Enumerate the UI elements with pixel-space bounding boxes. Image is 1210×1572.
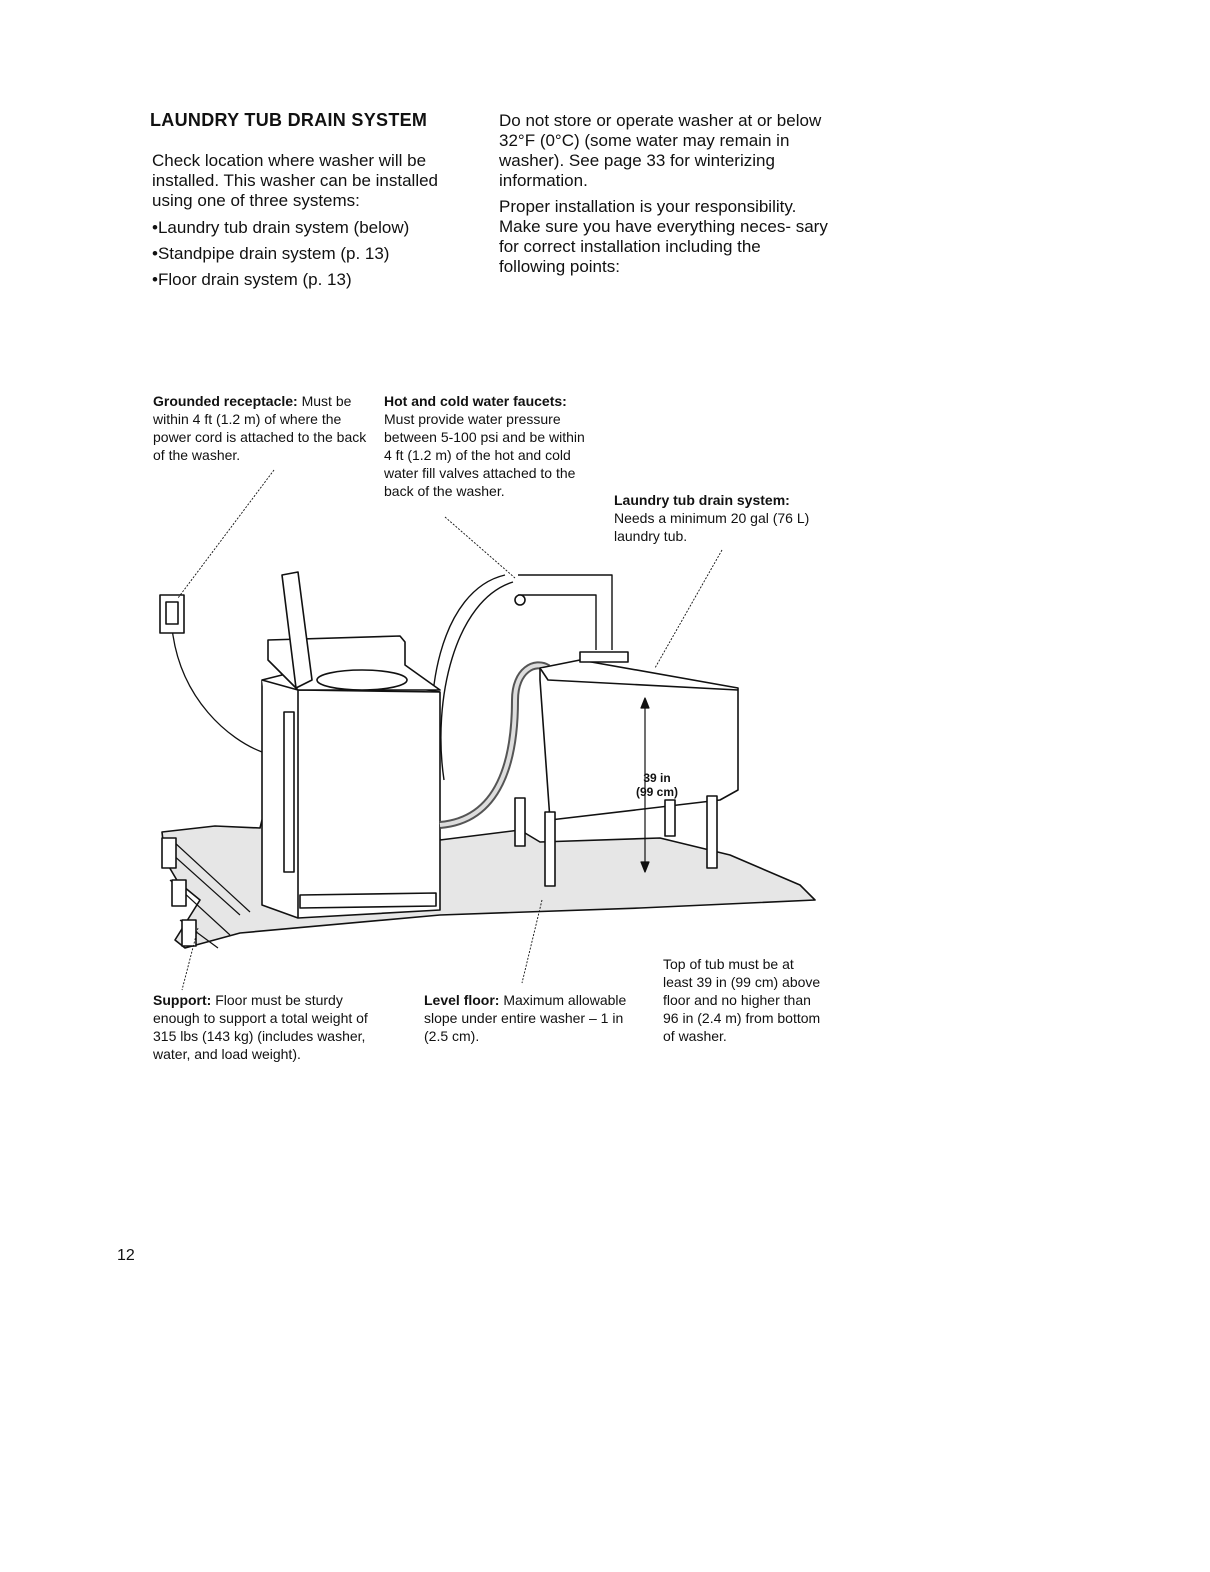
washer-icon [262,572,440,918]
callout-level-floor: Level floor: Maximum allowable slope under entire washer – 1 in (2.5 cm). [424,992,627,1044]
callout-laundry-tub: Laundry tub drain system: Needs a minimum 20 gal (76 L) laundry tub. [614,492,810,544]
list-item: • Laundry tub drain system (below) [152,218,472,238]
temperature-note: Do not store or operate washer at or below 32°F (0°C) (some water may remain in washer). See page 33 for winterizing information. [499,111,822,190]
height-measurement-label: 39 in (99 cm) [635,771,679,799]
list-item: • Standpipe drain system (p. 13) [152,244,472,264]
page-number: 12 [117,1247,135,1264]
callout-water-faucets: Hot and cold water faucets: Must provide water pressure between 5-100 psi and be within 4 ft (1.2 m) of the hot and cold water fill valves attached to the back of the washer. [384,393,585,499]
callout-support: Support: Floor must be sturdy enough to support a total weight of 315 lbs (143 kg) (includes washer, water, and load weight). [153,992,368,1062]
list-item: • Floor drain system (p. 13) [152,270,472,290]
callout-tub-height: Top of tub must be at least 39 in (99 cm) above floor and no higher than 96 in (2.4 m) from bottom of washer. [663,956,821,1044]
callout-grounded-receptacle: Grounded receptacle: Must be within 4 ft (1.2 m) of where the power cord is attached to the back of the washer. [153,393,367,463]
responsibility-note: Proper installation is your responsibility. Make sure you have everything neces- sary for correct installation including the following points: [499,197,828,276]
intro-text: Check location where washer will be installed. This washer can be installed using one of three systems: [152,151,439,210]
grounded-receptacle-icon [160,595,184,633]
section-title: LAUNDRY TUB DRAIN SYSTEM [150,110,428,130]
